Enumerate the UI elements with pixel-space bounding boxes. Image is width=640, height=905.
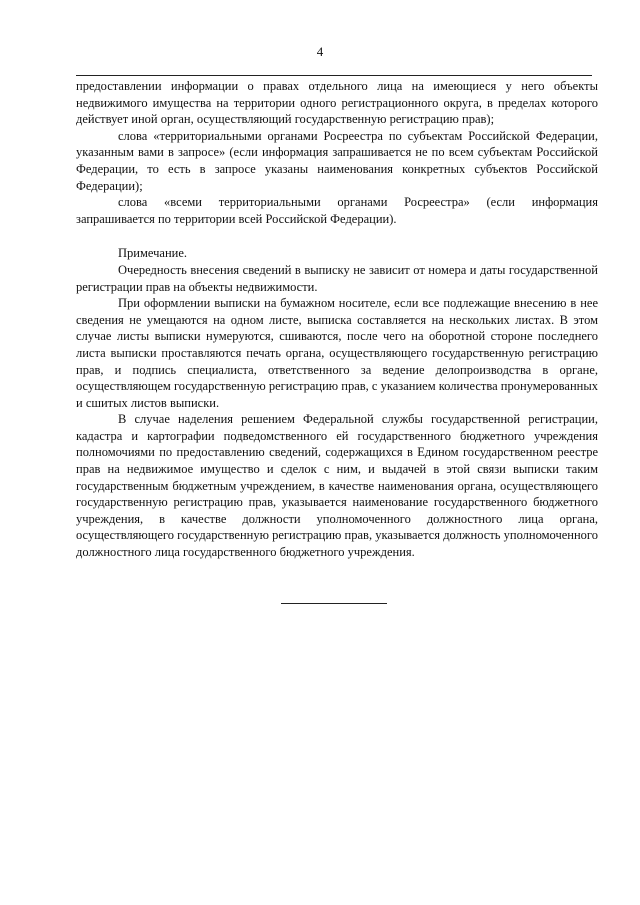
paragraph-all-territorial-organs: слова «всеми территориальными органами Росреестра» (если информация запрашивается по территории всей Российской Федерации). [76, 195, 598, 226]
paragraph-territorial-organs-subjects: слова «территориальными органами Росреестра по субъектам Российской Федерации, указанным вами в запросе» (если информация запрашивается не по всем субъектам Российской Федерации, то есть в запросе указаны наименования конкретных субъектов Российской Федерации); [76, 128, 598, 193]
paragraph-continuation: предоставлении информации о правах отдельного лица на имеющиеся у него объекты недвижимого имущества на территории одного регистрационного округа, в пределах которого действует иной орган, осуществляющий государственную регистрацию прав); [76, 79, 598, 127]
footer-rule [281, 603, 387, 604]
note-paragraph-paper-format: При оформлении выписки на бумажном носителе, если все подлежащие внесению в нее сведения не умещаются на одном листе, выписка составляется на нескольких листах. В этом случае листы выписки нумеруются, сшиваются, после чего на оборотной стороне последнего листа выписки проставляются печать органа, осуществляющего государственную регистрацию прав, и подпись специалиста, ответственного за ведение делопроизводства в органе, осуществляющем государственную регистрацию прав, с указанием количества пронумерованных и сшитых листов выписки. [76, 296, 598, 410]
paragraph-gap [76, 227, 598, 245]
document-body [76, 78, 598, 561]
note-paragraph-budget-institution: В случае наделения решением Федеральной службы государственной регистрации, кадастра и картографии подведомственного ей государственного бюджетного учреждения полномочиями по предоставлению сведений, содержащихся в Едином государственном реестре прав на недвижимое имущество и сделок с ним, и выдачей в этой связи выписки таким государственным бюджетным учреждением, в качестве наименования органа, осуществляющего государственную регистрацию прав, указывается наименование государственного бюджетного учреждения, в качестве должности уполномоченного должностного лица органа, осуществляющего государственную регистрацию прав, указывается должность уполномоченного должностного лица государственного бюджетного учреждения. [76, 412, 598, 560]
header-rule [76, 75, 592, 76]
note-paragraph-order: Очередность внесения сведений в выписку не зависит от номера и даты государственной регистрации прав на объекты недвижимости. [76, 262, 598, 294]
note-heading: Примечание. [118, 246, 188, 261]
page-number: 4 [316, 44, 324, 59]
